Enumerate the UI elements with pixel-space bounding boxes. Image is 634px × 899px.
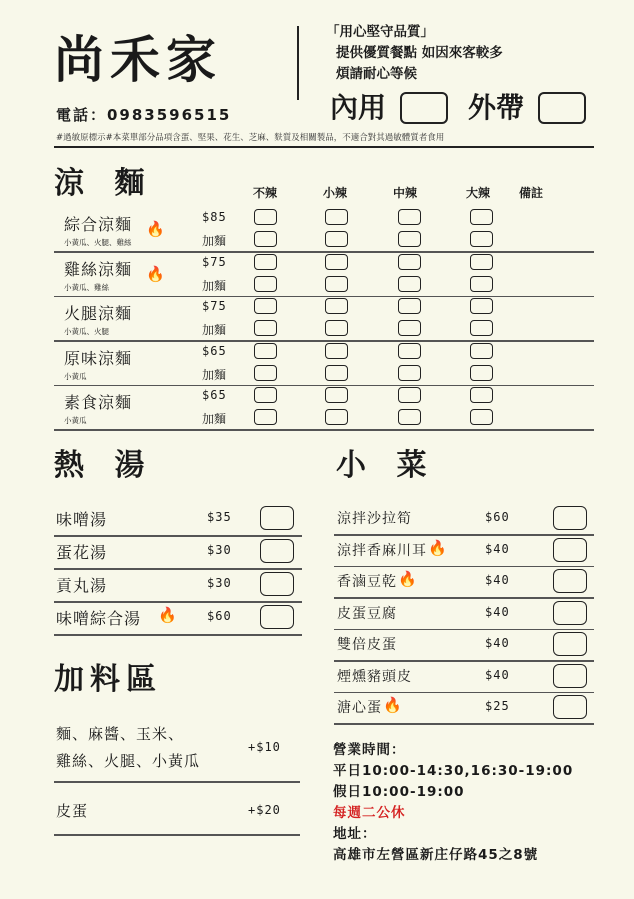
extra-noodle-checkbox[interactable] [254,320,277,336]
row-rule [54,385,594,387]
fire-icon: 🔥 [146,220,165,238]
col-header-medium: 中辣 [393,186,418,200]
extra-noodle-label: 加麵 [202,412,227,426]
side-dish-name: 雙倍皮蛋 [337,637,397,653]
sides-title: 小 菜 [336,448,437,483]
spice-checkbox[interactable] [470,387,493,403]
order-checkbox[interactable] [553,601,587,625]
spice-checkbox[interactable] [398,254,421,270]
extra-noodle-checkbox[interactable] [325,276,348,292]
extra-noodle-checkbox[interactable] [470,231,493,247]
spice-checkbox[interactable] [254,254,277,270]
side-dish-name: 溏心蛋 [337,700,382,716]
motto-line: 「用心堅守品質」 [326,24,434,40]
col-header-mild: 小辣 [323,186,348,200]
spice-checkbox[interactable] [325,254,348,270]
order-checkbox[interactable] [260,506,294,530]
soup-name: 味噌綜合湯 [56,609,142,628]
spice-checkbox[interactable] [325,298,348,314]
order-checkbox[interactable] [553,664,587,688]
side-dish-price: $40 [485,667,510,682]
allergy-note: #過敏原標示#本菜單部分品項含蛋、堅果、花生、芝麻、麩質及相關製品，不適合對其過敏體質者食用 [56,133,445,143]
menu-item-price: $65 [202,388,227,402]
header-rule [54,146,594,148]
row-rule [54,634,302,636]
menu-item-name: 素食涼麵 [64,393,133,412]
toppings-title: 加料區 [54,662,162,697]
menu-item-desc: 小黃瓜 [64,416,87,425]
extra-noodle-checkbox[interactable] [398,365,421,381]
fire-icon: 🔥 [428,538,447,557]
spice-checkbox[interactable] [254,387,277,403]
spice-checkbox[interactable] [470,254,493,270]
motto-line: 提供優質餐點 如因來客較多 [336,45,503,61]
extra-noodle-checkbox[interactable] [325,320,348,336]
spice-checkbox[interactable] [325,343,348,359]
soup-price: $60 [207,609,232,623]
row-rule [54,296,594,298]
menu-item-price: $75 [202,254,227,269]
side-dish-price: $60 [485,510,510,524]
row-rule [54,340,594,342]
spice-checkbox[interactable] [325,387,348,403]
weekday-hours: 平日10:00-14:30,16:30-19:00 [333,763,574,779]
spice-checkbox[interactable] [470,209,493,225]
dine-in-label: 內用 [330,91,387,124]
spice-checkbox[interactable] [325,209,348,225]
row-rule [54,535,302,537]
takeaway-label: 外帶 [468,91,525,124]
menu-item-price: $85 [202,210,227,224]
order-checkbox[interactable] [260,539,294,563]
address: 高雄市左營區新庄仔路45之8號 [333,847,539,863]
extra-noodle-checkbox[interactable] [398,320,421,336]
side-dish-name: 涼拌香麻川耳 [337,542,427,559]
fire-icon: 🔥 [146,264,165,283]
col-header-notes: 備註 [519,186,544,200]
side-dish-price: $25 [485,699,510,713]
menu-item-desc: 小黃瓜 [64,371,87,381]
side-dish-price: $40 [485,573,510,587]
extra-noodle-checkbox[interactable] [254,231,277,247]
menu-item-desc: 小黃瓜、火腿、雞絲 [64,238,132,247]
extra-noodle-checkbox[interactable] [470,276,493,292]
restaurant-name: 尚禾家 [54,31,222,89]
spice-checkbox[interactable] [398,343,421,359]
row-rule [54,568,302,570]
hours-label: 營業時間： [333,742,406,758]
fire-icon: 🔥 [158,606,177,624]
spice-checkbox[interactable] [398,298,421,314]
menu-item-name: 綜合涼麵 [64,215,133,234]
header-divider [297,26,299,100]
side-dish-price: $40 [485,636,510,650]
menu-item-name: 雞絲涼麵 [64,259,133,279]
menu-item-desc: 小黃瓜、雞絲 [64,282,109,292]
extra-noodle-label: 加麵 [202,323,227,337]
extra-noodle-checkbox[interactable] [470,320,493,336]
spice-checkbox[interactable] [254,209,277,225]
side-dish-name: 煙燻豬頭皮 [337,668,412,685]
order-checkbox[interactable] [553,569,587,593]
extra-noodle-checkbox[interactable] [254,276,277,292]
side-dish-name: 涼拌沙拉筍 [337,511,412,527]
extra-noodle-label: 加麵 [202,278,227,293]
spice-checkbox[interactable] [398,209,421,225]
order-checkbox[interactable] [553,695,587,719]
row-rule [334,629,594,631]
order-checkbox[interactable] [553,632,587,656]
dine-in-checkbox[interactable] [400,92,448,124]
menu-item-desc: 小黃瓜、火腿 [64,327,109,336]
side-dish-price: $40 [485,541,510,556]
fire-icon: 🔥 [383,696,402,714]
col-header-none: 不辣 [253,186,278,200]
menu-item-name: 火腿涼麵 [64,304,133,323]
spice-checkbox[interactable] [470,343,493,359]
holiday-hours: 假日10:00-19:00 [333,784,465,800]
order-checkbox[interactable] [260,605,294,629]
motto-line: 煩請耐心等候 [336,66,417,82]
topping-line: 雞絲、火腿、小黃瓜 [56,752,201,770]
topping-price: +$10 [248,740,281,754]
order-checkbox[interactable] [553,506,587,530]
address-label: 地址： [333,826,377,842]
topping-line: 麵、麻醬、玉米、 [56,725,185,743]
phone-number: 電話：0983596515 [56,106,232,124]
spice-checkbox[interactable] [254,298,277,314]
spice-checkbox[interactable] [254,343,277,359]
soups-title: 熱 湯 [54,448,155,483]
motto [326,22,503,85]
row-rule [54,601,302,603]
row-rule [334,534,594,536]
soup-name: 味噌湯 [56,510,108,529]
menu-item-price: $65 [202,343,227,358]
spice-checkbox[interactable] [470,298,493,314]
order-checkbox[interactable] [553,538,587,562]
business-info [333,740,573,866]
row-rule [334,692,594,694]
topping-line: 皮蛋 [56,802,89,820]
row-rule [334,723,594,725]
menu-item-name: 原味涼麵 [64,348,133,368]
row-rule [54,834,300,836]
extra-noodle-label: 加麵 [202,367,227,382]
extra-noodle-label: 加麵 [202,234,227,248]
takeaway-checkbox[interactable] [538,92,586,124]
side-dish-name: 香滷豆乾 [337,574,397,590]
soup-price: $35 [207,510,232,524]
row-rule [54,251,594,253]
soup-price: $30 [207,576,232,590]
side-dish-name: 皮蛋豆腐 [337,605,397,622]
side-dish-price: $40 [485,604,510,619]
extra-noodle-checkbox[interactable] [254,365,277,381]
closed-day: 每週二公休 [333,805,406,821]
row-rule [334,566,594,568]
cold-noodles-title: 涼 麵 [54,166,155,201]
soup-name: 蛋花湯 [56,543,108,562]
col-header-hot: 大辣 [466,186,491,200]
extra-noodle-checkbox[interactable] [398,276,421,292]
extra-noodle-checkbox[interactable] [398,231,421,247]
soup-name: 貢丸湯 [56,576,108,595]
menu-item-price: $75 [202,299,227,313]
row-rule [334,660,594,662]
extra-noodle-checkbox[interactable] [470,409,493,425]
extra-noodle-checkbox[interactable] [470,365,493,381]
extra-noodle-checkbox[interactable] [325,365,348,381]
topping-price: +$20 [248,803,281,817]
spice-checkbox[interactable] [398,387,421,403]
fire-icon: 🔥 [398,570,417,588]
row-rule [54,781,300,783]
extra-noodle-checkbox[interactable] [325,231,348,247]
extra-noodle-checkbox[interactable] [254,409,277,425]
order-checkbox[interactable] [260,572,294,596]
row-rule [334,597,594,599]
extra-noodle-checkbox[interactable] [398,409,421,425]
extra-noodle-checkbox[interactable] [325,409,348,425]
soup-price: $30 [207,543,232,557]
row-rule [54,429,594,431]
